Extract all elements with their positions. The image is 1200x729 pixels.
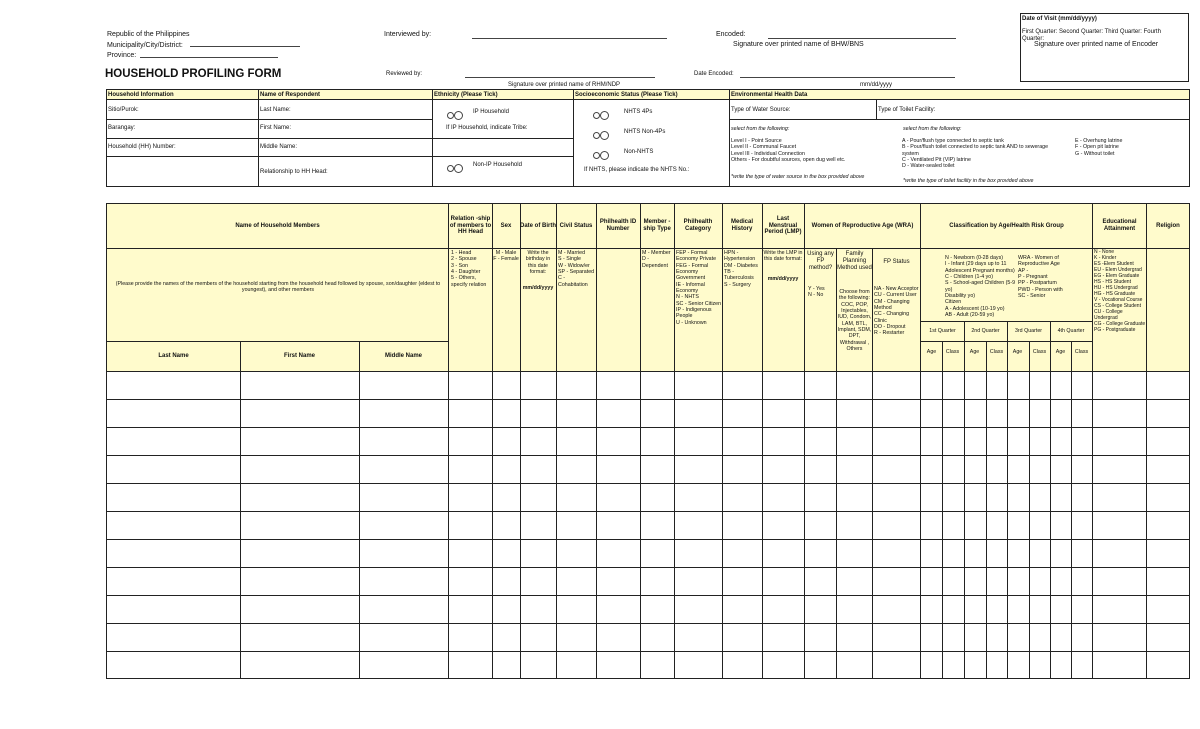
table-row[interactable]: [107, 483, 1189, 511]
membership-codes: M - Member D - Dependent: [642, 250, 671, 269]
dob-col: Date of Birth: [520, 222, 556, 229]
table-row[interactable]: [107, 567, 1189, 595]
visit-quarters: First Quarter: Second Quarter: Third Quarter: Fourth Quarter:: [1022, 29, 1161, 42]
philhealth-cat-codes: FEP - Formal Economy Private FEG - Formal Economy Government IE - Informal Economy N - NHTS SC - Senior Citizen IP - Indigenous People U - Unknown: [676, 250, 722, 326]
municipality-label: Municipality/City/District:: [107, 42, 183, 49]
env-header: Environmental Health Data: [731, 92, 808, 98]
medical-col: Medical History: [730, 219, 753, 232]
fp-method-col: Family Planning Method used: [837, 251, 872, 271]
relationship-label: Relationship to HH Head:: [260, 169, 328, 175]
date-encoded-label: Date Encoded:: [694, 71, 734, 77]
middle-name-label: Middle Name:: [260, 144, 298, 150]
interviewed-by-label: Interviewed by:: [384, 31, 432, 38]
table-row[interactable]: [107, 651, 1189, 679]
ip-tribe-label: If IP Household, indicate Tribe:: [446, 125, 528, 131]
water-note: *write the type of water source in the box provided above: [731, 174, 865, 180]
toilet-facility-label: Type of Toilet Facility:: [878, 107, 936, 113]
ip-household-label: IP Household: [473, 109, 509, 115]
civil-col: Civil Status: [559, 222, 593, 229]
class-label: Class: [1074, 348, 1089, 355]
age-label: Age: [1055, 348, 1066, 355]
dob-format: mm/dd/yyyy: [522, 285, 554, 291]
civil-codes: M - Married S - Single W - Widow/er SP - Separated C - Cohabitation: [558, 250, 595, 288]
nhts-non4ps-radio[interactable]: [593, 127, 609, 145]
option-item: E - Overhung latrine: [1075, 138, 1123, 144]
first-name-col: First Name: [283, 352, 315, 359]
table-row[interactable]: [107, 511, 1189, 539]
republic-label: Republic of the Philippines: [107, 31, 190, 38]
middle-name-col: Middle Name: [384, 352, 422, 359]
province-field[interactable]: [140, 57, 278, 58]
toilet-select-label: select from the following:: [903, 126, 962, 132]
hh-number-label: Household (HH) Number:: [108, 144, 176, 150]
nhts-non4ps-label: NHTS Non-4Ps: [624, 129, 666, 135]
table-row[interactable]: [107, 623, 1189, 651]
nhts-no-label: If NHTS, please indicate the NHTS No.:: [584, 167, 690, 173]
using-fp-codes: Y - Yes N - No: [808, 286, 825, 299]
quarter-4: 4th Quarter: [1057, 327, 1085, 334]
water-source-label: Type of Water Source:: [731, 107, 791, 113]
reviewed-by-field[interactable]: [465, 77, 655, 78]
page-title: HOUSEHOLD PROFILING FORM: [105, 68, 282, 80]
option-item: D - Water-sealed toilet: [902, 163, 955, 170]
table-row[interactable]: [107, 455, 1189, 483]
ip-household-radio[interactable]: [447, 107, 463, 125]
nhts-4ps-label: NHTS 4Ps: [624, 109, 653, 115]
table-row[interactable]: [107, 539, 1189, 567]
encoded-label: Encoded:: [716, 31, 746, 38]
membership-col: Member -ship Type: [643, 219, 671, 232]
using-fp-col: Using any FP method?: [807, 251, 834, 271]
quarter-1: 1st Quarter: [929, 327, 956, 334]
sitio-label: Sitio/Purok:: [108, 107, 139, 113]
respondent-header: Name of Respondent: [260, 92, 321, 98]
date-of-visit-title: Date of Visit (mm/dd/yyyy): [1022, 16, 1097, 22]
household-info-header: Household Information: [108, 92, 174, 98]
toilet-options-a: [902, 138, 1062, 170]
toilet-note: *write the type of toilet facility in the box provided above: [903, 178, 1034, 184]
interviewed-by-field[interactable]: [472, 38, 667, 39]
classification-codes-b: WRA - Women of Reproductive Age AP - P - Pregnant PP - Postpartum PWD - Person with SC - Senior: [1018, 255, 1063, 300]
water-select-label: select from the following:: [731, 126, 790, 132]
rhm-signature-caption: Signature over printed name of RHM/NDP: [508, 82, 621, 88]
age-label: Age: [926, 348, 937, 355]
barangay-label: Barangay:: [108, 125, 136, 131]
ethnicity-header: Ethnicity (Please Tick): [434, 92, 498, 98]
non-ip-radio[interactable]: [447, 160, 463, 178]
class-label: Class: [989, 348, 1004, 355]
sex-codes: M - Male F - Female: [493, 250, 519, 263]
philhealth-id-col: Philhealth ID Number: [599, 219, 637, 232]
fp-status-codes: NA - New Acceptor CU - Current User CM - Changing Method CC - Changing Clinic DO - Dropout R - Restarter: [874, 286, 919, 337]
non-nhts-label: Non-NHTS: [624, 149, 654, 155]
bhw-signature-caption: Signature over printed name of BHW/BNS: [733, 41, 864, 48]
lmp-format: mm/dd/yyyy: [767, 276, 799, 282]
province-label: Province:: [107, 52, 137, 59]
socio-header: Socioeconomic Status (Please Tick): [575, 92, 678, 98]
last-name-col: Last Name: [158, 352, 189, 359]
dob-note: Write the birthday in this date format:: [525, 250, 551, 276]
date-encoded-format: mm/dd/yyyy: [860, 82, 893, 88]
table-row[interactable]: [107, 595, 1189, 623]
lmp-col: Last Menstrual Period (LMP): [764, 215, 802, 236]
option-item: F - Open pit latrine: [1075, 144, 1119, 151]
encoder-signature-caption: Signature over printed name of Encoder: [1034, 41, 1159, 48]
encoded-field[interactable]: [768, 38, 956, 39]
water-options: [731, 138, 881, 163]
option-item: C - Ventilated Pit (VIP) latrine: [902, 157, 971, 164]
name-members-header: Name of Household Members: [235, 222, 320, 229]
class-label: Class: [1032, 348, 1047, 355]
option-item: A - Pour/flush type connected to septic tank: [902, 138, 1004, 144]
date-of-visit-box: [1020, 13, 1189, 82]
philhealth-cat-col: Philhealth Category: [683, 219, 713, 232]
option-item: Others - For doubtful sources, open dug well etc.: [731, 157, 846, 164]
table-row[interactable]: [107, 399, 1189, 427]
toilet-options-b: [1075, 138, 1185, 157]
classification-codes-a: N - Newborn (0-28 days) I - Infant (29 days up to 11 Adolescent Pregnant months) C - Children (1-4 yo) S - School-aged Children (5-9 yo) Disability yo) Citizen A - Adolescent (10-19 yo) AB - Adult (20-59 yo): [945, 255, 1016, 319]
municipality-field[interactable]: [190, 46, 300, 47]
fp-status-col: FP Status: [883, 259, 910, 265]
medical-codes: HPN - Hypertension DM - Diabetes TB - Tuberculosis S - Surgery: [724, 250, 758, 288]
quarter-2: 2nd Quarter: [971, 327, 1000, 334]
option-item: Level II - Communal Faucet: [731, 144, 797, 151]
table-row[interactable]: [107, 427, 1189, 455]
wra-header: Women of Reproductive Age (WRA): [811, 222, 914, 229]
class-label: Class: [945, 348, 960, 355]
non-nhts-radio[interactable]: [593, 147, 609, 165]
date-encoded-field[interactable]: [740, 77, 955, 78]
fp-method-codes: Choose from the following: COC, POP, Injectables, IUD, Condom, LAM, BTL, Implant, SDM, DPT, Withdrawal , Others: [837, 289, 872, 353]
nhts-4ps-radio[interactable]: [593, 107, 609, 125]
lmp-note: Write the LMP in this date format:: [763, 250, 803, 263]
reviewed-by-label: Reviewed by:: [386, 71, 423, 77]
classification-header: Classification by Age/Health Risk Group: [949, 222, 1064, 229]
table-row[interactable]: [107, 371, 1189, 399]
age-label: Age: [1012, 348, 1023, 355]
last-name-label: Last Name:: [260, 107, 291, 113]
relationship-col: Relation -ship of members to HH Head: [449, 215, 492, 236]
option-item: Level III - Individual Connection: [731, 150, 805, 157]
option-item: Level I - Point Source: [731, 138, 782, 144]
education-col: Educational Attainment: [1102, 219, 1137, 232]
quarter-3: 3rd Quarter: [1014, 327, 1043, 334]
education-codes: N - None K - Kinder ES -Elem Student EU - Elem Undergrad EG - Elem Graduate HS - HS Student HU - HS Undergrad HG - HS Graduate V - Vocational Course CS - College Student CU - College Undergrad CG - College Graduate PG - Postgraduate: [1094, 249, 1146, 333]
option-item: G - Without toilet: [1075, 150, 1115, 157]
relationship-codes: 1 - Head 2 - Spouse 3 - Son 4 - Daughter 5 - Others, specify relation: [451, 250, 487, 288]
age-label: Age: [969, 348, 980, 355]
religion-col: Religion: [1156, 222, 1180, 229]
name-instruction: (Please provide the names of the members of the household starting from the household head followed by spouse, son/daughter (eldest to youngest), and other members: [115, 281, 441, 294]
first-name-label: First Name:: [260, 125, 292, 131]
non-ip-label: Non-IP Household: [473, 162, 522, 168]
option-item: B - Pour/flush toilet connected to septic tank AND to sewerage system: [902, 144, 1049, 157]
sex-col: Sex: [500, 222, 512, 229]
